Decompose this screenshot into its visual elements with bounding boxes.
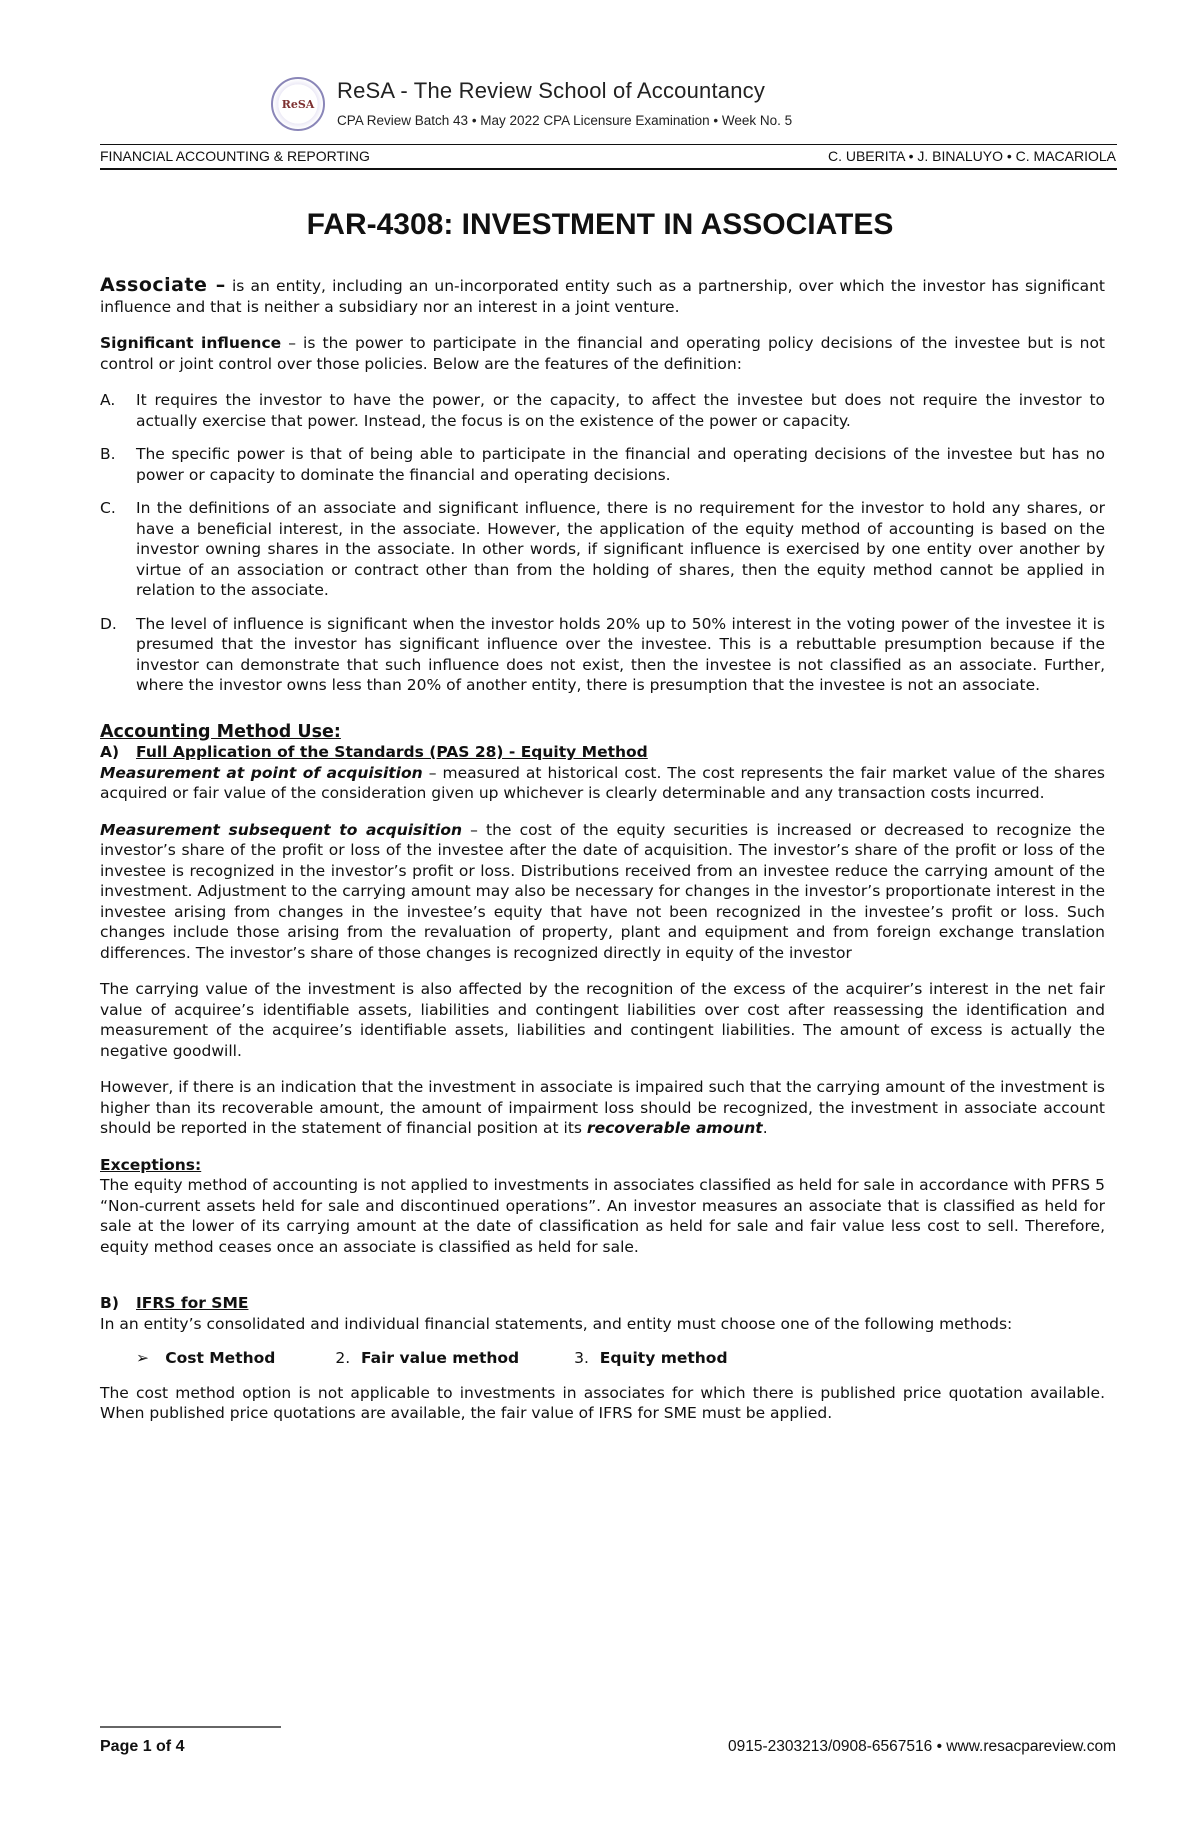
measurement-subsequent-term: Measurement subsequent to acquisition bbox=[100, 820, 462, 839]
measurement-acquisition bbox=[100, 763, 1105, 804]
header-divider-bottom bbox=[100, 168, 1117, 170]
contact-info: 0915-2303213/0908-6567516 • www.resacpareview.com bbox=[727, 1738, 1116, 1755]
batch-subtitle: CPA Review Batch 43 • May 2022 CPA Licensure Examination • Week No. 5 bbox=[337, 113, 793, 128]
method-option bbox=[574, 1348, 727, 1369]
list-item-text: In the definitions of an associate and significant influence, there is no requirement for the investor to hold any shares, or have a beneficial interest, in the associate. However, the application of the equity method of accounting is based on the investor owning shares in the associate. In other words, if significant influence is exercised by one entity over another by virtue of an association or contract other than from the holding of shares, then the equity method cannot be applied in relation to the associate. bbox=[136, 499, 1105, 599]
brand-name: ReSA - The Review School of Accountancy bbox=[337, 78, 766, 103]
list-item-label: D. bbox=[100, 614, 117, 633]
page-number bbox=[100, 1738, 184, 1756]
authors-label: C. UBERITA • J. BINALUYO • C. MACARIOLA bbox=[827, 148, 1116, 164]
document-body bbox=[100, 275, 1105, 1424]
recoverable-amount-term: recoverable amount bbox=[586, 1119, 763, 1137]
measurement-subsequent bbox=[100, 820, 1105, 964]
accounting-method-heading: Accounting Method Use: bbox=[100, 721, 341, 742]
header-divider bbox=[100, 144, 1117, 145]
carrying-value-paragraph: The carrying value of the investment is also affected by the recognition of the excess of the acquirer’s interest in the net fair value of acquiree’s identifiable assets, liabilities and contingent liabilities over cost after reassessing the identification and measurement of the acquiree’s identifiable assets, liabilities and contingent liabilities. The amount of excess is actually the negative goodwill. bbox=[100, 980, 1105, 1060]
significant-influence-term: Significant influence bbox=[100, 334, 282, 352]
impairment-paragraph bbox=[100, 1077, 1105, 1139]
logo-text: ReSA bbox=[281, 97, 315, 111]
ifrs-sme-paragraph: In an entity’s consolidated and individual financial statements, and entity must choose one of the following methods: bbox=[100, 1314, 1013, 1333]
associate-term: Associate – bbox=[100, 274, 226, 296]
exceptions-paragraph: The equity method of accounting is not applied to investments in associates classified as held for sale in accordance with PFRS 5 “Non-current assets held for sale and discontinued operations”. An investor measures an associate that is classified as held for sale at the lower of its carrying amount at the date of classification as held for sale and fair value less cost to sell. Therefore, equity method ceases once an associate is classified as held for sale. bbox=[100, 1176, 1105, 1256]
list-item bbox=[100, 444, 1105, 485]
list-item bbox=[100, 498, 1105, 601]
method-option bbox=[136, 1348, 275, 1369]
page-title: FAR-4308: INVESTMENT IN ASSOCIATES bbox=[306, 208, 894, 241]
section-a-title: Full Application of the Standards (PAS 28) - Equity Method bbox=[136, 743, 648, 761]
list-item-text: The level of influence is significant when the investor holds 20% up to 50% interest in the voting power of the investee it is presumed that the investor has significant influence over the investee. This is a rebuttable presumption because if the investor can demonstrate that such influence does not exist, then the investee is not classified as an associate. Further, where the investor owns less than 20% of another entity, there is presumption that the investee is not an associate. bbox=[136, 614, 1105, 694]
significant-influence-text: – is the power to participate in the financial and operating policy decisions of the investee but is not control or joint control over those policies. Below are the features of the definition: bbox=[100, 334, 1106, 373]
footer-divider bbox=[100, 1726, 281, 1728]
page-number-text: Page 1 of 4 bbox=[100, 1738, 185, 1755]
list-item-label: C. bbox=[100, 499, 116, 517]
measurement-acquisition-term: Measurement at point of acquisition bbox=[100, 763, 423, 782]
section-a-label: A) bbox=[100, 743, 120, 761]
list-item-label: A. bbox=[100, 391, 116, 409]
measurement-acquisition-text: – measured at historical cost. The cost represents the fair market value of the shares acquired or fair value of the consideration given up whichever is clearly determinable and any transaction costs incurred. bbox=[100, 763, 1105, 802]
impairment-text: However, if there is an indication that the investment in associate is impaired such that the carrying amount of the investment is higher than its recoverable amount, the amount of impairment loss should be recognized, the investment in associate account should be reported in the statement of financial position at its bbox=[100, 1078, 1105, 1137]
measurement-subsequent-text: – the cost of the equity securities is increased or decreased to recognize the investor’s share of the profit or loss of the investee after the date of acquisition. The investor’s share of the profit or loss of the investee is recognized in the investor’s profit or loss. Distributions received from an investee reduce the carrying amount of the investment. Adjustment to the carrying amount may also be necessary for changes in the investor’s proportionate interest in the investee arising from changes in the investee’s equity that have not been recognized in the investee’s profit or loss. Such changes include those arising from the revaluation of property, plant and equipment and from foreign exchange translation differences. The investor’s share of those changes is recognized directly in equity of the investor bbox=[100, 820, 1105, 962]
list-item bbox=[100, 614, 1105, 696]
method-options bbox=[136, 1348, 1105, 1369]
associate-definition bbox=[100, 275, 1105, 317]
method-option-name: Equity method bbox=[599, 1349, 728, 1367]
list-item-text: The specific power is that of being able to participate in the financial and operating decisions of the investee but has no power or capacity to dominate the financial and operating decisions. bbox=[136, 445, 1105, 484]
method-option-label: ➢ bbox=[136, 1349, 149, 1367]
significant-influence-definition bbox=[100, 333, 1105, 374]
section-a-heading bbox=[100, 742, 1105, 763]
list-item bbox=[100, 390, 1105, 431]
resa-logo bbox=[271, 77, 325, 131]
list-item-text: It requires the investor to have the power, or the capacity, to affect the investee but does not require the investor to actually exercise that power. Instead, the focus is on the existence of the power or capacity. bbox=[136, 391, 1105, 430]
list-item-label: B. bbox=[100, 445, 116, 463]
method-option-name: Cost Method bbox=[165, 1349, 276, 1367]
exceptions-heading-text: Exceptions: bbox=[100, 1155, 202, 1174]
method-option-label: 2. bbox=[335, 1349, 351, 1367]
exceptions-heading bbox=[100, 1155, 1105, 1176]
associate-text: is an entity, including an un-incorporated entity such as a partnership, over which the investor has significant influence and that is neither a subsidiary nor an interest in a joint venture. bbox=[100, 277, 1105, 316]
section-b-label: B) bbox=[100, 1294, 119, 1312]
cost-method-paragraph: The cost method option is not applicable to investments in associates for which there is published price quotation available. When published price quotations are available, the fair value of IFRS for SME must be applied. bbox=[100, 1383, 1105, 1422]
impairment-end: . bbox=[762, 1119, 768, 1137]
method-option-name: Fair value method bbox=[360, 1349, 520, 1367]
subject-label: FINANCIAL ACCOUNTING & REPORTING bbox=[100, 148, 370, 164]
section-b-title: IFRS for SME bbox=[136, 1294, 249, 1312]
method-option-label: 3. bbox=[574, 1349, 589, 1367]
section-b-heading bbox=[100, 1293, 1105, 1314]
method-option bbox=[335, 1348, 519, 1369]
